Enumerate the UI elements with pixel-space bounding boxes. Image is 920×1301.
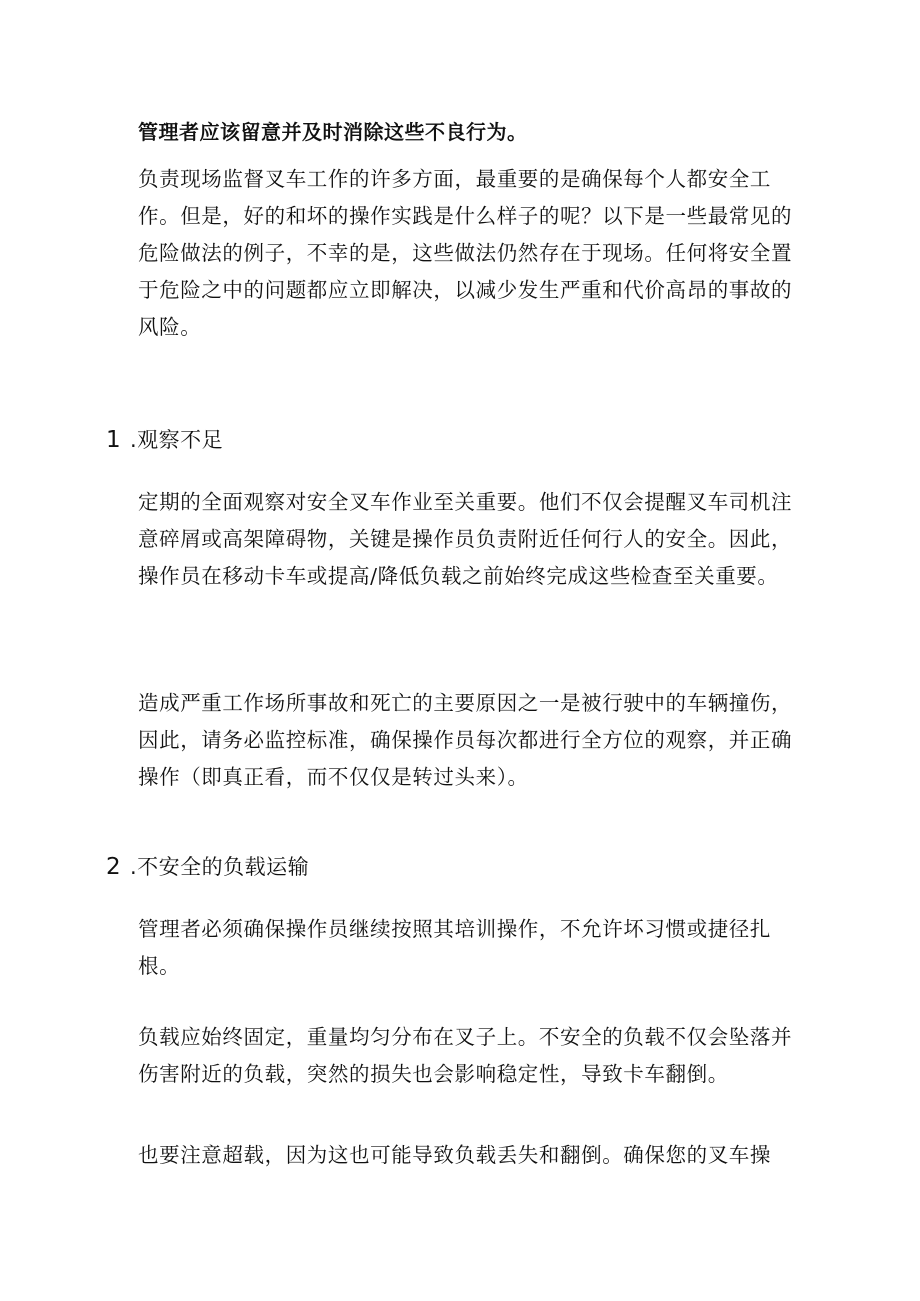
section-2-paragraph-2: 负载应始终固定，重量均匀分布在叉子上。不安全的负载不仅会坠落并伤害附近的负载，突然的损失也会影响稳定性，导致卡车翻倒。 (138, 1025, 793, 1086)
section-heading-2 (106, 852, 309, 882)
section-title: .不安全的负载运输 (130, 855, 310, 879)
section-1-paragraph-1: 定期的全面观察对安全叉车作业至关重要。他们不仅会提醒叉车司机注意碎屑或高架障碍物，关键是操作员负责附近任何行人的安全。因此，操作员在移动卡车或提高/降低负载之前始终完成这些检查至关重要。 (138, 490, 793, 588)
section-number: 1 (106, 427, 122, 453)
section-2-paragraph-3: 也要注意超载，因为这也可能导致负载丢失和翻倒。确保您的叉车操 (138, 1143, 771, 1167)
section-heading-1 (106, 425, 223, 455)
section-title: .观察不足 (130, 428, 224, 452)
section-number: 2 (106, 854, 122, 880)
intro-paragraph: 负责现场监督叉车工作的许多方面，最重要的是确保每个人都安全工作。但是，好的和坏的操作实践是什么样子的呢？以下是一些最常见的危险做法的例子，不幸的是，这些做法仍然存在于现场。任何将安全置于危险之中的问题都应立即解决，以减少发生严重和代价高昂的事故的风险。 (138, 167, 793, 339)
intro-bold-line: 管理者应该留意并及时消除这些不良行为。 (138, 120, 528, 144)
section-2-paragraph-1: 管理者必须确保操作员继续按照其培训操作，不允许坏习惯或捷径扎根。 (138, 917, 771, 978)
section-1-paragraph-2: 造成严重工作场所事故和死亡的主要原因之一是被行驶中的车辆撞伤，因此，请务必监控标准，确保操作员每次都进行全方位的观察，并正确操作（即真正看，而不仅仅是转过头来）。 (138, 691, 793, 789)
